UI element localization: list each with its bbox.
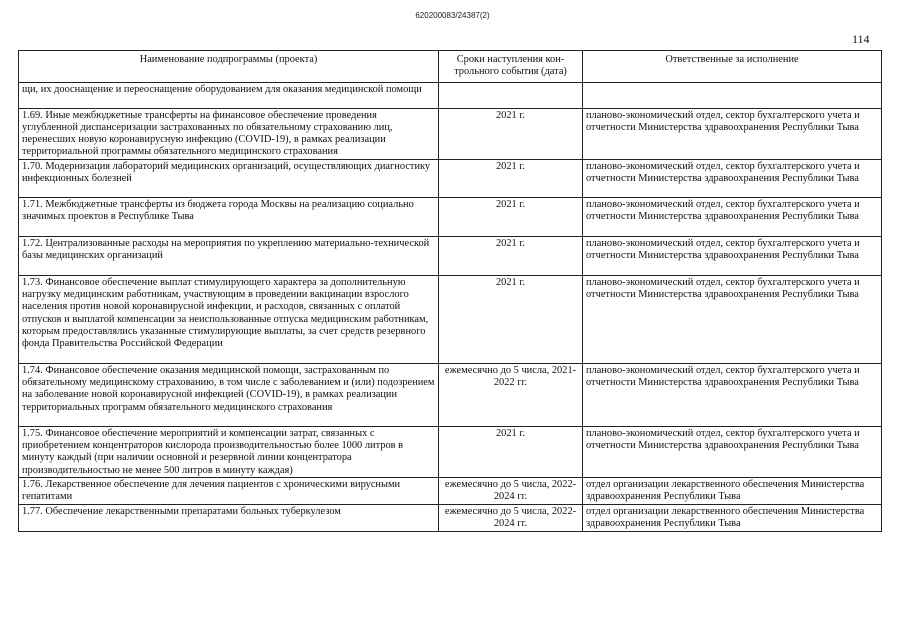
row-date: ежемесячно до 5 числа, 2021-2022 гг. — [439, 363, 583, 426]
row-name: 1.76. Лекарственное обеспечение для лечения пациентов с хроническими вирусными гепатитами — [19, 477, 439, 504]
table-row — [19, 426, 882, 477]
row-responsible: планово-экономический отдел, сектор бухгалтерского учета и отчетности Министерства здравоохранения Республики Тыва — [583, 197, 882, 236]
table-header-row — [19, 51, 882, 83]
header-name: Наименование подпрограммы (проекта) — [19, 51, 439, 83]
row-name: 1.71. Межбюджетные трансферты из бюджета города Москвы на реализацию социально значимых проектов в Республике Тыва — [19, 197, 439, 236]
row-responsible: отдел организации лекарственного обеспечения Министерства здравоохранения Республики Тыва — [583, 504, 882, 531]
document-code: 620200083/24387(2) — [415, 11, 490, 20]
plan-table — [18, 50, 882, 532]
row-name: 1.73. Финансовое обеспечение выплат стимулирующего характера за дополнительную нагрузку медицинским работникам, участвующим в проведении вакцинации взрослого населения против новой коронавирусной инфекции, и расходов, связанных с оплатой отпусков и выплатой компенсации за неиспользованные отпуска медицинским работникам, которым предоставлялись указанные стимулирующие выплаты, за счет средств резервного фонда Правительства Российской Федерации — [19, 275, 439, 363]
table-row — [19, 159, 882, 197]
row-date: 2021 г. — [439, 108, 583, 159]
row-responsible: планово-экономический отдел, сектор бухгалтерского учета и отчетности Министерства здравоохранения Республики Тыва — [583, 426, 882, 477]
table-row — [19, 363, 882, 426]
header-responsible: Ответственные за исполнение — [583, 51, 882, 83]
table-row — [19, 477, 882, 504]
row-responsible: отдел организации лекарственного обеспечения Министерства здравоохранения Республики Тыва — [583, 477, 882, 504]
row-name: 1.75. Финансовое обеспечение мероприятий и компенсации затрат, связанных с приобретением концентраторов кислорода производительностью более 1000 литров в минуту каждый (при наличии основной и резервной линии концентратора производительностью не менее 500 литров в минуту каждая) — [19, 426, 439, 477]
row-name: 1.77. Обеспечение лекарственными препаратами больных туберкулезом — [19, 504, 439, 531]
row-date: 2021 г. — [439, 426, 583, 477]
row-name: 1.74. Финансовое обеспечение оказания медицинской помощи, застрахованным по обязательному медицинскому страхованию, в том числе с заболеванием и (или) подозрением на заболевание новой коронавирусной инфекцией (COVID-19), в рамках реализации территориальных программ обязательного медицинского страхования — [19, 363, 439, 426]
table-row — [19, 108, 882, 159]
row-name: щи, их дооснащение и переоснащение оборудованием для оказания медицинской помощи — [19, 82, 439, 108]
row-date — [439, 82, 583, 108]
table-row — [19, 275, 882, 363]
row-responsible: планово-экономический отдел, сектор бухгалтерского учета и отчетности Министерства здравоохранения Республики Тыва — [583, 108, 882, 159]
row-responsible: планово-экономический отдел, сектор бухгалтерского учета и отчетности Министерства здравоохранения Республики Тыва — [583, 236, 882, 275]
row-date: 2021 г. — [439, 236, 583, 275]
table-row — [19, 236, 882, 275]
table-row — [19, 197, 882, 236]
row-responsible: планово-экономический отдел, сектор бухгалтерского учета и отчетности Министерства здравоохранения Республики Тыва — [583, 363, 882, 426]
row-name: 1.70. Модернизация лабораторий медицинских организаций, осуществляющих диагностику инфекционных болезней — [19, 159, 439, 197]
row-responsible: планово-экономический отдел, сектор бухгалтерского учета и отчетности Министерства здравоохранения Республики Тыва — [583, 159, 882, 197]
row-name: 1.69. Иные межбюджетные трансферты на финансовое обеспечение проведения углубленной диспансеризации застрахованных по обязательному страхованию лиц, перенесших новую коронавирусную инфекцию (COVID-19), в рамках реализации территориальной программы обязательного медицинского страхования — [19, 108, 439, 159]
row-name: 1.72. Централизованные расходы на мероприятия по укреплению материально-технической базы медицинских организаций — [19, 236, 439, 275]
table-row — [19, 504, 882, 531]
row-date: 2021 г. — [439, 275, 583, 363]
row-date: 2021 г. — [439, 197, 583, 236]
table-row — [19, 82, 882, 108]
page-number: 114 — [852, 32, 870, 46]
row-date: ежемесячно до 5 числа, 2022-2024 гг. — [439, 504, 583, 531]
header-deadline: Сроки наступления кон- трольного события (дата) — [439, 51, 583, 83]
row-date: 2021 г. — [439, 159, 583, 197]
row-responsible: планово-экономический отдел, сектор бухгалтерского учета и отчетности Министерства здравоохранения Республики Тыва — [583, 275, 882, 363]
row-date: ежемесячно до 5 числа, 2022-2024 гг. — [439, 477, 583, 504]
row-responsible — [583, 82, 882, 108]
